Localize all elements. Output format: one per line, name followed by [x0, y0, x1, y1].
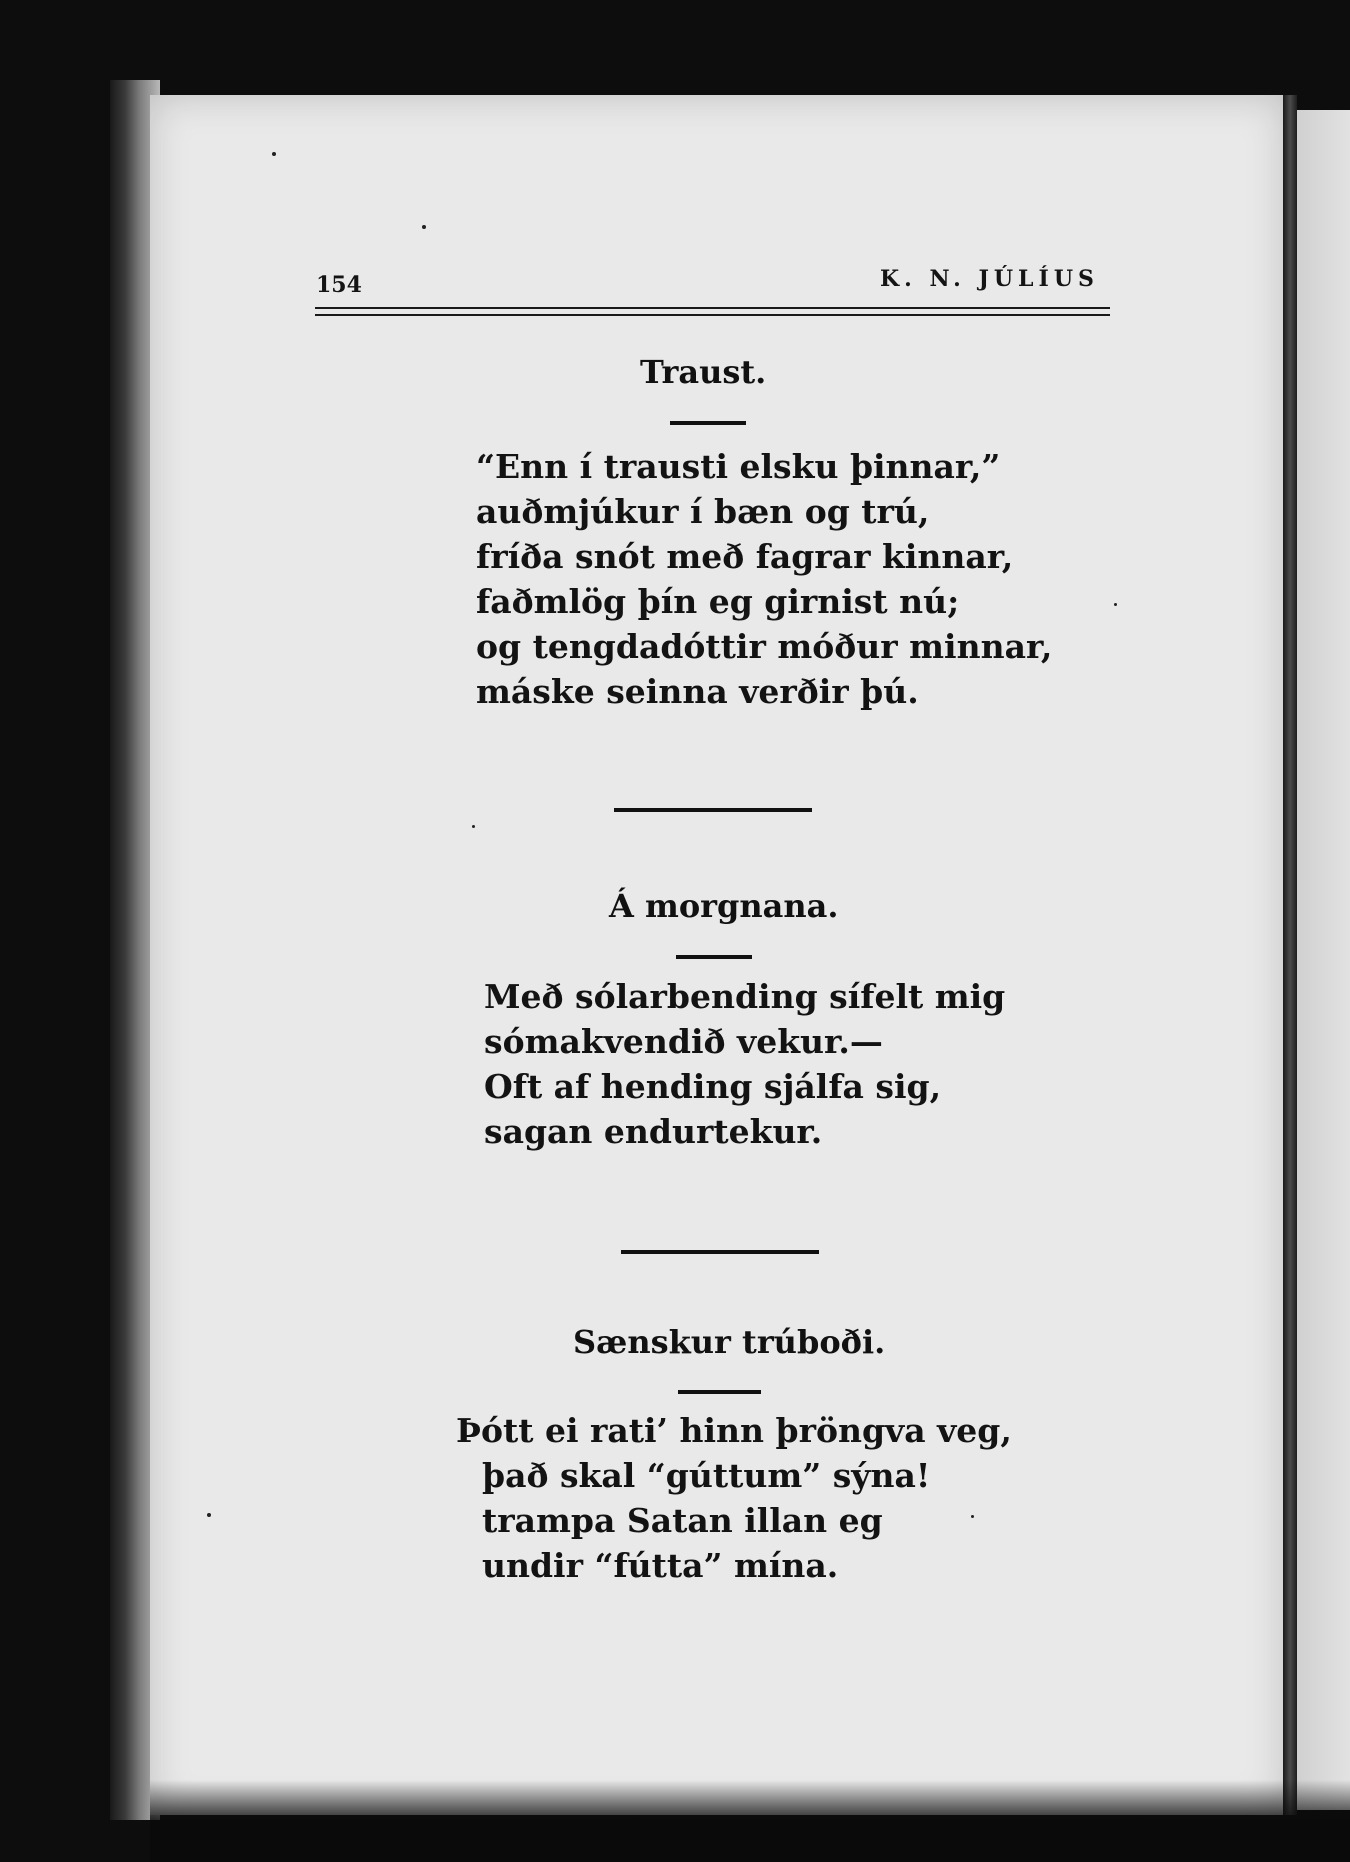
verse-line: auðmjúkur í bæn og trú, — [476, 492, 930, 531]
poem-title: Á morgnana. — [609, 887, 839, 925]
verse-line: fríða snót með fagrar kinnar, — [476, 537, 1014, 576]
verse-line: sagan endurtekur. — [484, 1112, 823, 1151]
verse-line: sómakvendið vekur.— — [484, 1022, 883, 1061]
verse-line: Með sólarbending sífelt mig — [484, 977, 1006, 1016]
paper-speck — [472, 825, 475, 828]
section-separator — [621, 1250, 819, 1254]
verse-line: Oft af hending sjálfa sig, — [484, 1067, 942, 1106]
header-rule — [315, 314, 1110, 316]
verse-line: það skal “gúttum” sýna! — [482, 1456, 931, 1495]
verse-line: faðmlög þín eg girnist nú; — [476, 582, 960, 621]
paper-speck — [971, 1515, 974, 1518]
header-rule — [315, 307, 1110, 309]
paper-speck — [272, 152, 276, 156]
facing-page-edge — [1297, 110, 1350, 1810]
page-number: 154 — [316, 272, 362, 298]
title-rule — [670, 421, 746, 425]
verse-line: undir “fútta” mína. — [482, 1546, 839, 1585]
poem-title: Traust. — [640, 353, 767, 391]
paper-speck — [1114, 603, 1117, 606]
verse-line: trampa Satan illan eg — [482, 1501, 883, 1540]
verse-line: Þótt ei rati’ hinn þröngva veg, — [456, 1411, 1012, 1450]
verse-line: máske seinna verðir þú. — [476, 672, 919, 711]
verse-line: og tengdadóttir móður minnar, — [476, 627, 1053, 666]
verse-line: “Enn í trausti elsku þinnar,” — [476, 447, 1001, 486]
paper-speck — [207, 1513, 211, 1517]
poem-title: Sænskur trúboði. — [573, 1323, 886, 1361]
poem-stanza — [476, 444, 1052, 714]
poem-stanza — [456, 1408, 1012, 1588]
section-separator — [614, 808, 812, 812]
running-head: K. N. JÚLÍUS — [880, 266, 1099, 292]
bottom-shadow — [150, 1780, 1350, 1862]
poem-stanza — [484, 974, 1005, 1154]
page-gutter-shadow — [1283, 95, 1297, 1815]
title-rule — [676, 955, 752, 959]
paper-speck — [422, 225, 426, 229]
title-rule — [678, 1390, 761, 1394]
